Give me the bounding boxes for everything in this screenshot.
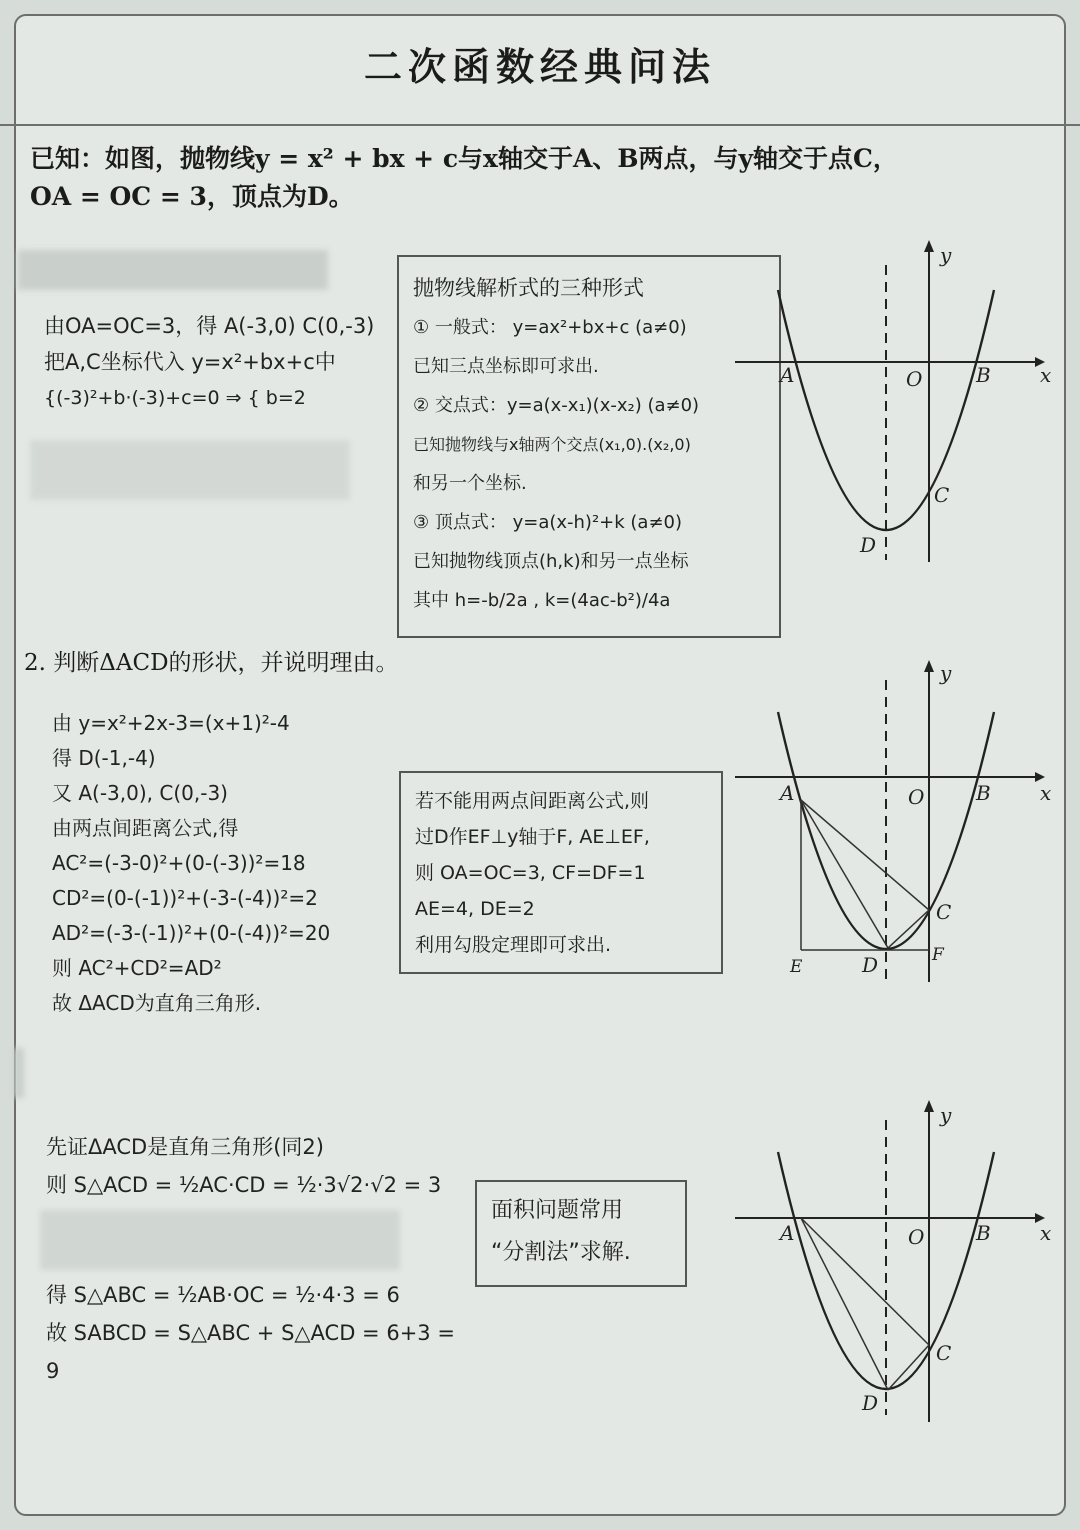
part3-step: 先证ΔACD是直角三角形(同2): [46, 1135, 324, 1159]
alt-line: 利用勾股定理即可求出.: [415, 934, 612, 956]
part3-step: 得 S△ABC = ½AB·OC = ½·4·3 = 6: [46, 1283, 400, 1307]
alt-line: AE=4, DE=2: [415, 898, 535, 920]
label-o: O: [908, 785, 925, 809]
label-d: D: [860, 533, 877, 557]
forms-line: 已知三点坐标即可求出.: [413, 356, 599, 377]
segment-cd: [888, 1345, 929, 1390]
forms-line: ③ 顶点式： y=a(x-h)²+k (a≠0): [413, 512, 682, 533]
alt-line: 过D作EF⊥y轴于F, AE⊥EF,: [415, 826, 650, 848]
part2-step: 又 A(-3,0), C(0,-3): [52, 781, 228, 805]
part2-step: 得 D(-1,-4): [52, 746, 156, 770]
label-b: B: [976, 781, 991, 805]
forms-line: 已知抛物线与x轴两个交点(x₁,0).(x₂,0): [413, 435, 691, 454]
label-a: A: [780, 1221, 795, 1245]
label-b: B: [976, 1221, 991, 1245]
parabola-curve: [778, 1152, 994, 1389]
label-a: A: [780, 781, 795, 805]
part2-step: 由两点间距离公式,得: [52, 816, 239, 840]
forms-line: 其中 h=-b/2a , k=(4ac-b²)/4a: [413, 590, 671, 611]
alt-line: 若不能用两点间距离公式,则: [415, 790, 650, 812]
part2-step: CD²=(0-(-1))²+(-3-(-4))²=2: [52, 886, 318, 910]
label-x: x: [1040, 781, 1052, 805]
label-y: y: [940, 661, 952, 685]
part1-step: 由OA=OC=3，得 A(-3,0) C(0,-3): [44, 314, 375, 338]
segment-ad: [801, 1218, 888, 1390]
label-e: E: [790, 957, 803, 977]
part3-step: 则 S△ACD = ½AC·CD = ½·3√2·√2 = 3: [46, 1173, 442, 1197]
part2-step: 故 ΔACD为直角三角形.: [52, 991, 262, 1015]
label-b: B: [976, 363, 991, 387]
label-x: x: [1040, 1221, 1052, 1245]
label-d: D: [862, 953, 879, 977]
alt-line: 则 OA=OC=3, CF=DF=1: [415, 862, 646, 884]
area-line: 面积问题常用: [491, 1198, 624, 1223]
part2-step: AD²=(-3-(-1))²+(0-(-4))²=20: [52, 921, 331, 945]
forms-line: 和另一个坐标.: [413, 473, 527, 494]
label-c: C: [934, 483, 950, 507]
label-o: O: [906, 367, 923, 391]
label-f: F: [932, 945, 944, 965]
problem-line-2: OA = OC = 3，顶点为D。: [30, 182, 354, 211]
area-line: “分割法”求解.: [491, 1240, 631, 1265]
forms-line: ② 交点式：y=a(x-x₁)(x-x₂) (a≠0): [413, 395, 700, 416]
y-axis-arrow-icon: [924, 1100, 934, 1112]
forms-line: ① 一般式： y=ax²+bx+c (a≠0): [413, 317, 687, 338]
part1-step: 把A,C坐标代入 y=x²+bx+c中: [44, 350, 336, 374]
problem-line-1: 已知：如图，抛物线y = x² + bx + c与x轴交于A、B两点，与y轴交于点C，: [30, 144, 898, 173]
label-y: y: [940, 243, 952, 267]
label-o: O: [908, 1225, 925, 1249]
label-x: x: [1040, 363, 1052, 387]
part3-step: 故 SABCD = S△ABC + S△ACD = 6+3 = 9: [46, 1321, 455, 1383]
label-a: A: [780, 363, 795, 387]
question-2: 2. 判断ΔACD的形状，并说明理由。: [24, 650, 399, 676]
forms-line: 已知抛物线顶点(h,k)和另一点坐标: [413, 551, 689, 572]
label-y: y: [940, 1103, 952, 1127]
page-title: 二次函数经典问法: [363, 44, 716, 89]
part1-step: {(-3)²+b·(-3)+c=0 ⇒ { b=2: [44, 387, 306, 409]
part2-step: AC²=(-3-0)²+(0-(-3))²=18: [52, 851, 306, 875]
label-c: C: [936, 900, 952, 924]
part2-step: 由 y=x²+2x-3=(x+1)²-4: [52, 711, 290, 735]
part2-step: 则 AC²+CD²=AD²: [52, 956, 222, 980]
label-c: C: [936, 1341, 952, 1365]
label-d: D: [862, 1391, 879, 1415]
forms-heading: 抛物线解析式的三种形式: [413, 276, 644, 300]
